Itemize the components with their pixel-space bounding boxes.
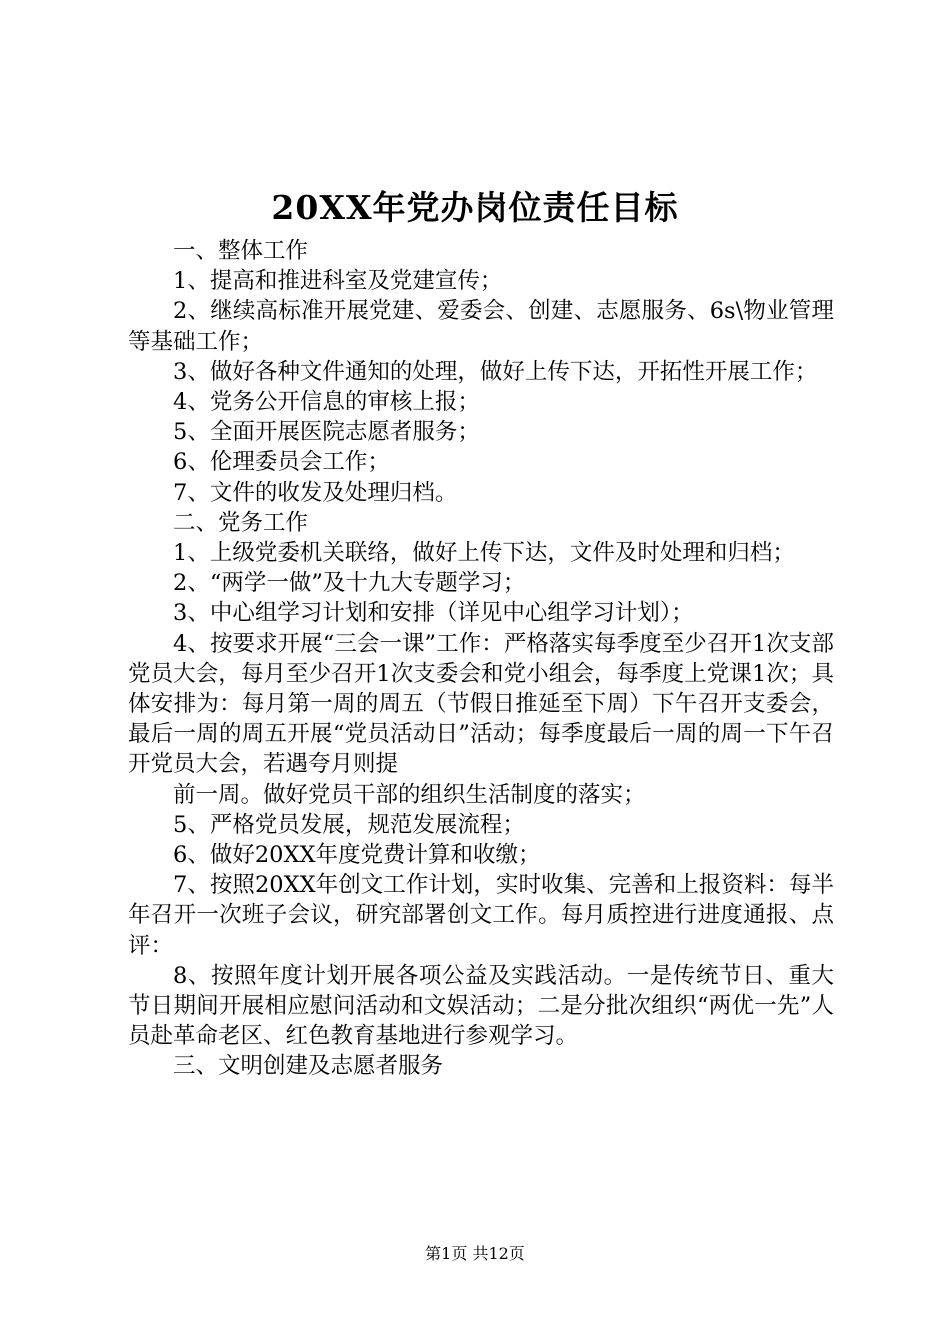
paragraph: 3、做好各种文件通知的处理，做好上传下达，开拓性开展工作； (173, 358, 818, 385)
document-title: 20XX年党办岗位责任目标 (271, 188, 679, 227)
paragraph: 2、“两学一做”及十九大专题学习； (173, 570, 526, 597)
document-body (128, 236, 834, 1082)
paragraph: 3、中心组学习计划和安排（详见中心组学习计划）； (173, 600, 694, 627)
paragraph: 1、上级党委机关联络，做好上传下达，文件及时处理和归档； (173, 540, 795, 567)
paragraph: 8、按照年度计划开展各项公益及实践活动。一是传统节日、重大节日期间开展相应慰问活动和文娱活动；二是分批次组织“两优一先”人员赴革命老区、红色教育基地进行参观学习。 (128, 962, 834, 1050)
section-heading-civilization: 三、文明创建及志愿者服务 (173, 1053, 444, 1080)
paragraph: 6、做好20XX年度党费计算和收缴； (173, 842, 541, 869)
paragraph: 前一周。做好党员干部的组织生活制度的落实； (173, 781, 646, 808)
paragraph: 5、严格党员发展，规范发展流程； (173, 811, 525, 838)
paragraph: 1、提高和推进科室及党建宣传； (173, 268, 503, 295)
paragraph: 5、全面开展医院志愿者服务； (173, 419, 480, 446)
paragraph: 6、伦理委员会工作； (173, 449, 390, 476)
section-heading-overall: 一、整体工作 (173, 238, 309, 264)
paragraph: 7、文件的收发及处理归档。 (173, 479, 458, 506)
paragraph: 7、按照20XX年创文工作计划，实时收集、完善和上报资料：每半年召开一次班子会议，研究部署创文工作。每月质控进行进度通报、点评： (128, 872, 834, 959)
section-heading-party-affairs: 二、党务工作 (173, 509, 309, 536)
page-number-footer: 第1页 共12页 (425, 1244, 525, 1263)
paragraph: 2、继续高标准开展党建、爱委会、创建、志愿服务、6s\物业管理等基础工作； (128, 298, 834, 355)
paragraph: 4、党务公开信息的审核上报； (173, 389, 480, 416)
paragraph: 4、按要求开展“三会一课”工作：严格落实每季度至少召开1次支部党员大会，每月至少召开1次支委会和党小组会，每季度上党课1次；具体安排为：每月第一周的周五（节假日推延至下周）下午召开支委会，最后一周的周五开展“党员活动日”活动；每季度最后一周的周一下午召开党员大会，若遇夸月则提 (128, 630, 834, 778)
